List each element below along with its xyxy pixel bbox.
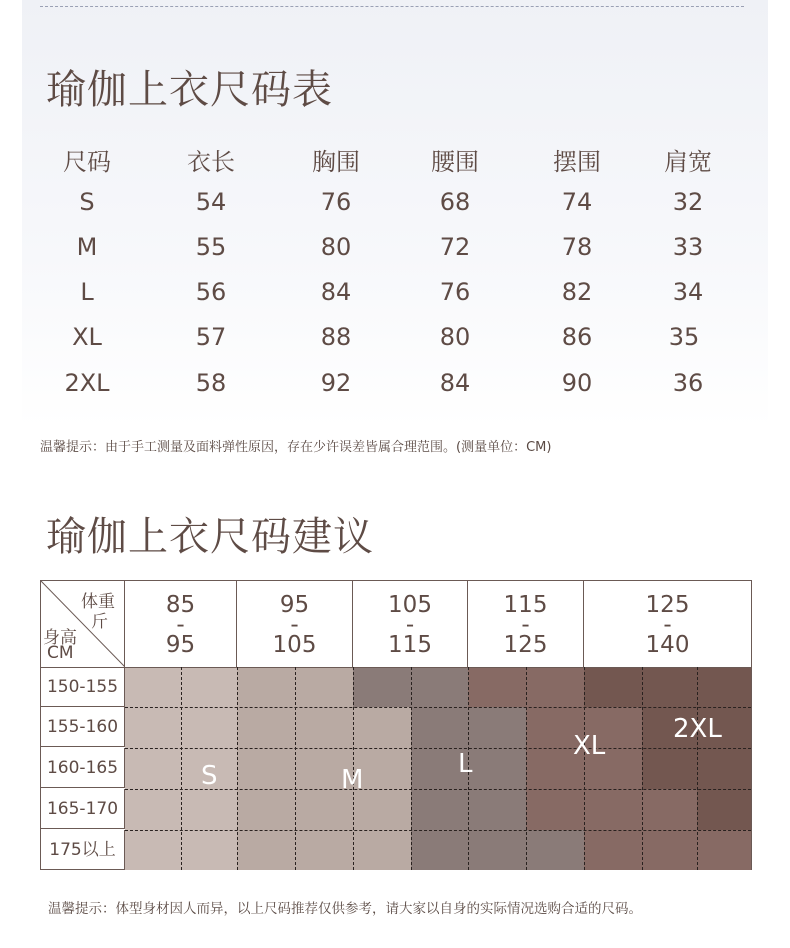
cell-size: L (80, 278, 94, 306)
cell-chest: 92 (320, 369, 352, 397)
grid-dash-h (125, 789, 751, 790)
header-divider (41, 667, 751, 668)
cell-waist: 80 (439, 323, 471, 351)
corner-cm: CM (47, 643, 74, 663)
cell-length: 57 (195, 323, 227, 351)
grid-dash-v (237, 667, 238, 870)
header-hem: 摆围 (553, 148, 601, 176)
grid-dash-v (584, 667, 585, 870)
header-length: 衣长 (187, 148, 235, 176)
grid-dash-h (125, 830, 751, 831)
cell-size: S (79, 188, 95, 216)
grid-dash-v (411, 667, 412, 870)
size-label-l: L (458, 749, 473, 779)
cell-shoulder: 32 (672, 188, 704, 216)
cell-size: M (76, 233, 98, 261)
size-suggestion-grid (40, 580, 752, 870)
cell-shoulder: 33 (672, 233, 704, 261)
table-row (22, 188, 768, 228)
cell-length: 56 (195, 278, 227, 306)
cell-chest: 80 (320, 233, 352, 261)
cell-size: 2XL (64, 369, 110, 397)
zone-l (353, 667, 411, 707)
cell-hem: 86 (561, 323, 593, 351)
table-row (22, 323, 768, 363)
grid-dash-h (125, 707, 751, 708)
grid-dash-v (295, 667, 296, 870)
grid-dash-v (697, 667, 698, 870)
header-waist: 腰围 (431, 148, 479, 176)
cell-hem: 82 (561, 278, 593, 306)
header-chest: 胸围 (312, 148, 360, 176)
size-chart-title: 瑜伽上衣尺码表 (46, 67, 333, 113)
cell-shoulder: 36 (672, 369, 704, 397)
weight-col: 125 - 140 (645, 592, 690, 658)
table-row (22, 233, 768, 273)
header-shoulder: 肩宽 (664, 148, 712, 176)
table-header-row (22, 142, 768, 182)
height-row: 165-170 (41, 789, 125, 829)
cell-hem: 90 (561, 369, 593, 397)
size-suggestion-title: 瑜伽上衣尺码建议 (46, 514, 374, 560)
top-divider (40, 6, 744, 7)
cell-chest: 88 (320, 323, 352, 351)
cell-size: XL (72, 323, 102, 351)
table-row (22, 369, 768, 409)
weight-col: 85 - 95 (125, 581, 237, 667)
zone-xl-corner (697, 830, 751, 870)
zone-l-bottom (526, 830, 584, 870)
weight-col: 95 - 105 (237, 581, 353, 667)
corner-weight: 体重 (81, 592, 115, 612)
weight-col: 115 - 125 (468, 581, 584, 667)
size-label-2xl: 2XL (673, 714, 722, 744)
size-label-xl: XL (573, 731, 606, 761)
corner-height: 身高 (43, 628, 77, 648)
cell-chest: 76 (320, 188, 352, 216)
cell-waist: 76 (439, 278, 471, 306)
table-row (22, 278, 768, 318)
height-row: 175以上 (41, 830, 125, 870)
suggestion-note: 温馨提示：体型身材因人而异，以上尺码推荐仅供参考，请大家以自身的实际情况选购合适的尺码。 (48, 901, 642, 917)
cell-length: 55 (195, 233, 227, 261)
grid-dash-v (181, 667, 182, 870)
grid-dash-v (526, 667, 527, 870)
cell-shoulder: 34 (672, 278, 704, 306)
header-size: 尺码 (63, 148, 111, 176)
weight-col: 105 - 115 (353, 581, 468, 667)
height-row: 155-160 (41, 707, 125, 747)
size-label-s: S (201, 761, 218, 791)
cell-waist: 68 (439, 188, 471, 216)
corner-jin: 斤 (91, 612, 108, 632)
grid-dash-v (642, 667, 643, 870)
cell-waist: 84 (439, 369, 471, 397)
grid-dash-h (125, 748, 751, 749)
cell-hem: 74 (561, 188, 593, 216)
height-row: 150-155 (41, 667, 125, 707)
cell-shoulder: 35 (668, 323, 700, 351)
zone-xl-main (526, 707, 584, 830)
cell-chest: 84 (320, 278, 352, 306)
zone-xxl (584, 667, 751, 707)
size-label-m: M (341, 765, 364, 795)
height-row: 160-165 (41, 748, 125, 788)
cell-hem: 78 (561, 233, 593, 261)
cell-length: 58 (195, 369, 227, 397)
cell-waist: 72 (439, 233, 471, 261)
measurement-note: 温馨提示：由于手工测量及面料弹性原因，存在少许误差皆属合理范围。(测量单位：CM) (40, 440, 552, 455)
cell-length: 54 (195, 188, 227, 216)
